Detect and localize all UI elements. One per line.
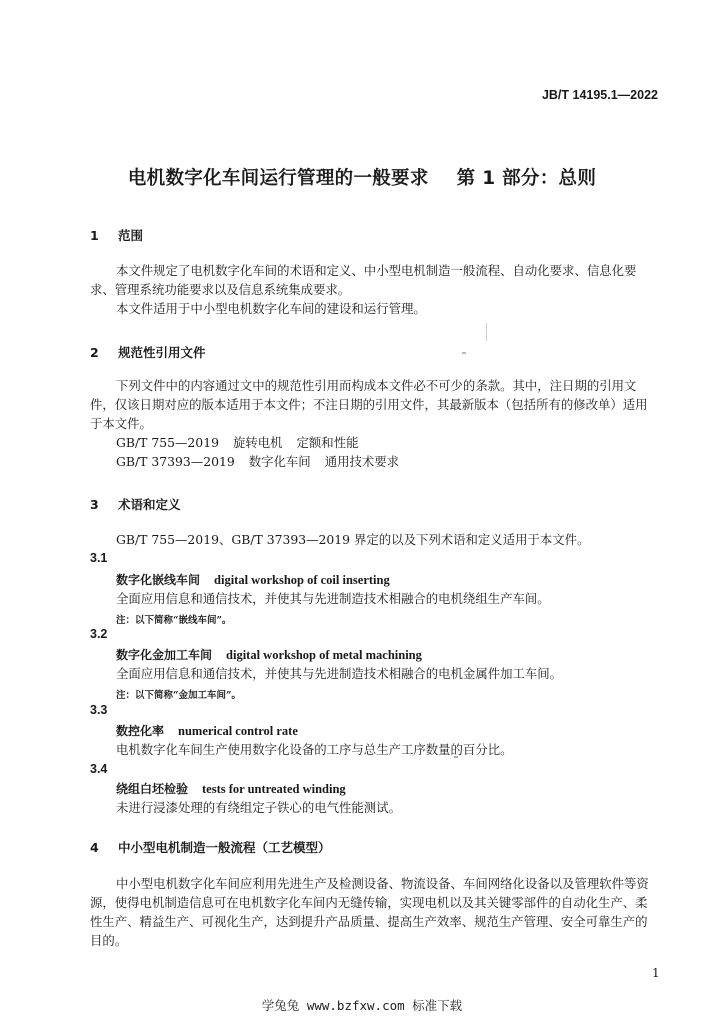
- term-zh: 数字化嵌线车间: [116, 573, 201, 587]
- term-definition: 电机数字化车间生产使用数字化设备的工序与总生产工序数量的百分比。: [116, 742, 513, 757]
- terms-intro: GB/T 755—2019、GB/T 37393—2019 界定的以及下列术语和定义适用于本文件。: [116, 532, 590, 547]
- term-note: 注：以下简称“金加工车间”。: [116, 690, 241, 701]
- scan-artifact: [462, 352, 466, 354]
- section-1-heading: [90, 226, 143, 244]
- paragraph-line: 本文件适用于中小型电机数字化车间的建设和运行管理。: [116, 301, 426, 316]
- term-title: [116, 722, 298, 739]
- term-number: 3.1: [90, 551, 108, 565]
- standard-code: JB/T 14195.1—2022: [541, 88, 658, 102]
- download-watermark: 学兔兔 www.bzfxw.com 标准下载: [261, 998, 463, 1013]
- section-4-body: [90, 874, 649, 950]
- term-number: 3.4: [90, 762, 108, 776]
- term-en: digital workshop of metal machining: [226, 648, 422, 662]
- paragraph-line: 目的。: [90, 933, 128, 948]
- term-number: 3.2: [90, 627, 108, 641]
- paragraph-line: 源，使得电机制造信息可在电机数字化车间内无缝传输，实现电机以及其关键零部件的自动化生产、柔: [90, 895, 648, 910]
- term-title: [116, 780, 346, 797]
- paragraph-line: 下列文件中的内容通过文中的规范性引用而构成本文件必不可少的条款。其中，注日期的引用文: [116, 378, 637, 393]
- section-3-heading: [90, 495, 181, 513]
- section-number: 2: [90, 345, 99, 360]
- paragraph-line: 于本文件。: [90, 416, 152, 431]
- section-number: 1: [90, 228, 99, 243]
- reference-item: GB/T 37393—2019 数字化车间 通用技术要求: [116, 454, 400, 469]
- page-number: 1: [652, 966, 660, 980]
- term-zh: 数字化金加工车间: [116, 648, 213, 662]
- section-2-body: [90, 376, 648, 471]
- section-4-heading: [90, 838, 331, 856]
- term-zh: 数控化率: [116, 724, 165, 738]
- section-title: 范围: [118, 228, 144, 243]
- term-definition: 全面应用信息和通信技术，并使其与先进制造技术相融合的电机绕组生产车间。: [116, 591, 550, 606]
- term-title: [116, 571, 390, 588]
- term-en: tests for untreated winding: [202, 782, 346, 796]
- term-definition: 全面应用信息和通信技术，并使其与先进制造技术相融合的电机金属件加工车间。: [116, 666, 563, 681]
- section-title: 规范性引用文件: [118, 345, 206, 360]
- term-title: [116, 646, 422, 663]
- reference-item: GB/T 755—2019 旋转电机 定额和性能: [116, 435, 359, 450]
- section-title: 中小型电机制造一般流程（工艺模型）: [118, 840, 331, 855]
- section-title: 术语和定义: [118, 497, 181, 512]
- term-definition: 未进行浸漆处理的有绕组定子铁心的电气性能测试。: [116, 800, 401, 815]
- section-number: 4: [90, 840, 99, 855]
- term-number: 3.3: [90, 703, 108, 717]
- paragraph-line: 求、管理系统功能要求以及信息系统集成要求。: [90, 282, 351, 297]
- scan-artifact: [454, 756, 458, 758]
- paragraph-line: 件，仅该日期对应的版本适用于本文件；不注日期的引用文件，其最新版本（包括所有的修改单）适用: [90, 397, 648, 412]
- paragraph-line: 中小型电机数字化车间应利用先进生产及检测设备、物流设备、车间网络化设备以及管理软件等资: [116, 876, 649, 891]
- title-main: 电机数字化车间运行管理的一般要求: [127, 168, 429, 189]
- scan-artifact: [486, 323, 487, 341]
- title-part: 第 1 部分：总则: [456, 168, 597, 189]
- term-note: 注：以下简称“嵌线车间”。: [116, 615, 232, 626]
- paragraph-line: 性生产、精益生产、可视化生产，达到提升产品质量、提高生产效率、规范生产管理、安全可靠生产的: [90, 914, 648, 929]
- term-zh: 绕组白坯检验: [116, 782, 189, 796]
- term-en: digital workshop of coil inserting: [214, 573, 390, 587]
- paragraph-line: 本文件规定了电机数字化车间的术语和定义、中小型电机制造一般流程、自动化要求、信息化要: [116, 263, 637, 278]
- section-1-body: [90, 261, 636, 318]
- term-en: numerical control rate: [178, 724, 298, 738]
- section-number: 3: [90, 497, 99, 512]
- section-2-heading: [90, 343, 206, 361]
- document-title: [0, 164, 724, 190]
